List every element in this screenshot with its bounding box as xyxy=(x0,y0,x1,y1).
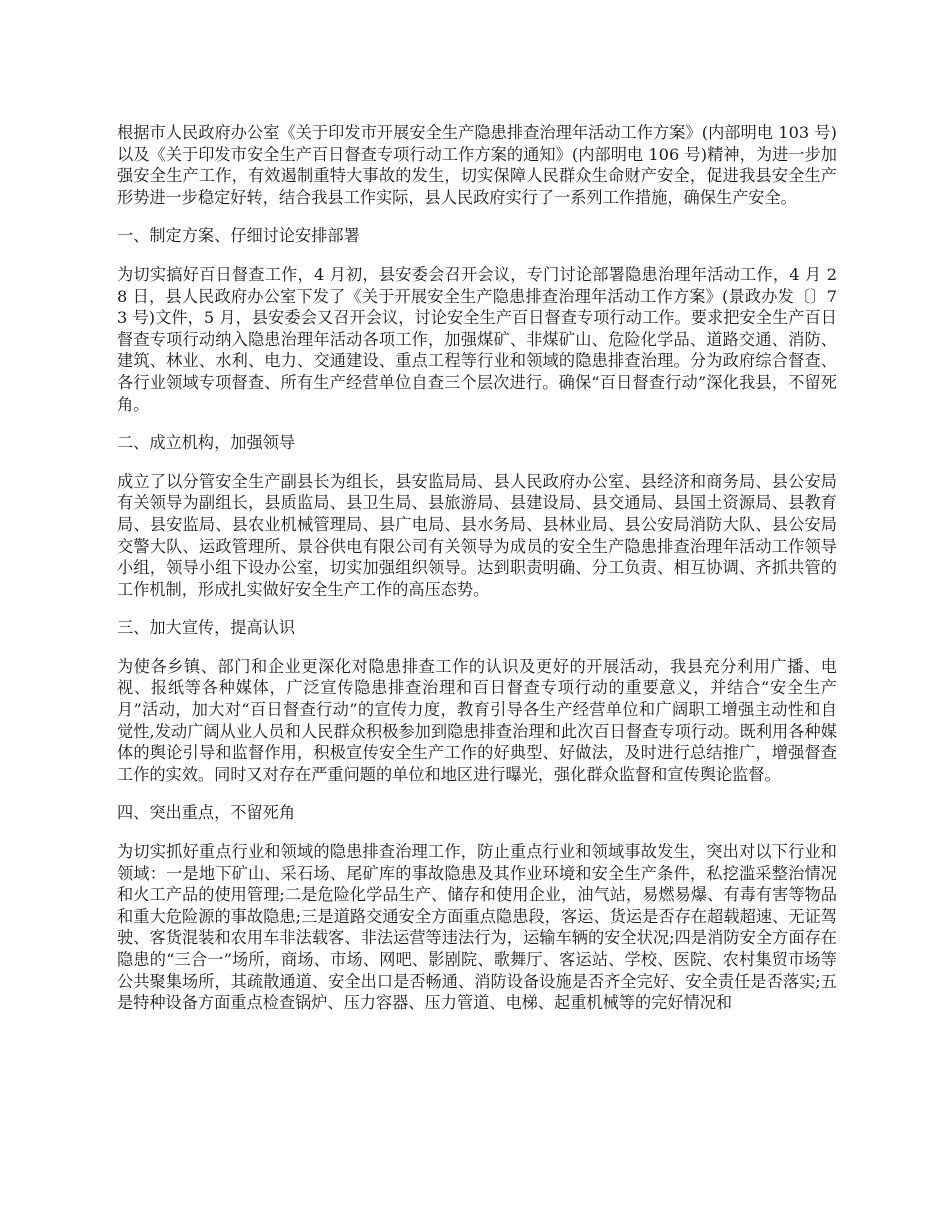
section-1-heading: 一、制定方案、仔细讨论安排部署 xyxy=(117,226,360,246)
section-4-heading: 四、突出重点，不留死角 xyxy=(117,803,296,823)
section-2-body: 成立了以分管安全生产副县长为组长，县安监局局、县人民政府办公室、县经济和商务局、县公安局有关领导为副组长，县质监局、县卫生局、县旅游局、县建设局、县交通局、县国土资源局、县教育局、县安监局、县农业机械管理局、县广电局、县水务局、县林业局、县公安局消防大队、县公安局交警大队、运政管理所、景谷供电有限公司有关领导为成员的安全生产隐患排查治理年活动工作领导小组，领导小组下设办公室，切实加强组织领导。达到职责明确、分工负责、相互协调、齐抓共管的工作机制，形成扎实做好安全生产工作的高压态势。 xyxy=(117,471,837,599)
section-1-body: 为切实搞好百日督查工作，4 月初，县安委会召开会议，专门讨论部署隐患治理年活动工作，4 月 28 日，县人民政府办公室下发了《关于开展安全生产隐患排查治理年活动工作方案》(景政办发〔〕73 号)文件，5 月，县安委会又召开会议，讨论安全生产百日督查专项行动工作。要求把安全生产百日督查专项行动纳入隐患治理年活动各项工作，加强煤矿、非煤矿山、危险化学品、道路交通、消防、建筑、林业、水利、电力、交通建设、重点工程等行业和领域的隐患排查治理。分为政府综合督查、各行业领域专项督查、所有生产经营单位自查三个层次进行。确保“百日督查行动”深化我县，不留死角。 xyxy=(117,264,837,414)
document-page xyxy=(117,122,837,1031)
section-2-heading: 二、成立机构，加强领导 xyxy=(117,433,296,453)
section-3-heading: 三、加大宣传，提高认识 xyxy=(117,618,296,638)
section-3-body: 为使各乡镇、部门和企业更深化对隐患排查工作的认识及更好的开展活动，我县充分利用广播、电视、报纸等各种媒体，广泛宣传隐患排查治理和百日督查专项行动的重要意义，并结合“安全生产月”活动，加大对“百日督查行动”的宣传力度，教育引导各生产经营单位和广阔职工增强主动性和自觉性,发动广阔从业人员和人民群众积极参加到隐患排查治理和此次百日督查专项行动。既利用各种媒体的舆论引导和监督作用，积极宣传安全生产工作的好典型、好做法，及时进行总结推广，增强督查工作的实效。同时又对存在严重问题的单位和地区进行曝光，强化群众监督和宣传舆论监督。 xyxy=(117,656,837,784)
intro-paragraph: 根据市人民政府办公室《关于印发市开展安全生产隐患排查治理年活动工作方案》(内部明电 103 号)以及《关于印发市安全生产百日督查专项行动工作方案的通知》(内部明电 106 号)精神，为进一步加强安全生产工作，有效遏制重特大事故的发生，切实保障人民群众生命财产安全，促进我县安全生产形势进一步稳定好转，结合我县工作实际，县人民政府实行了一系列工作措施，确保生产安全。 xyxy=(117,123,837,207)
section-4-body: 为切实抓好重点行业和领域的隐患排查治理工作，防止重点行业和领域事故发生，突出对以下行业和领域：一是地下矿山、采石场、尾矿库的事故隐患及其作业环境和安全生产条件，私挖滥采整治情况和火工产品的使用管理;二是危险化学品生产、储存和使用企业，油气站，易燃易爆、有毒有害等物品和重大危险源的事故隐患;三是道路交通安全方面重点隐患段，客运、货运是否存在超载超速、无证驾驶、客货混装和农用车非法载客、非法运营等违法行为，运输车辆的安全状况;四是消防安全方面存在隐患的“三合一”场所，商场、市场、网吧、影剧院、歌舞厅、客运站、学校、医院、农村集贸市场等公共聚集场所，其疏散通道、安全出口是否畅通、消防设备设施是否齐全完好、安全责任是否落实;五是特种设备方面重点检查锅炉、压力容器、压力管道、电梯、起重机械等的完好情况和 xyxy=(117,842,837,1013)
